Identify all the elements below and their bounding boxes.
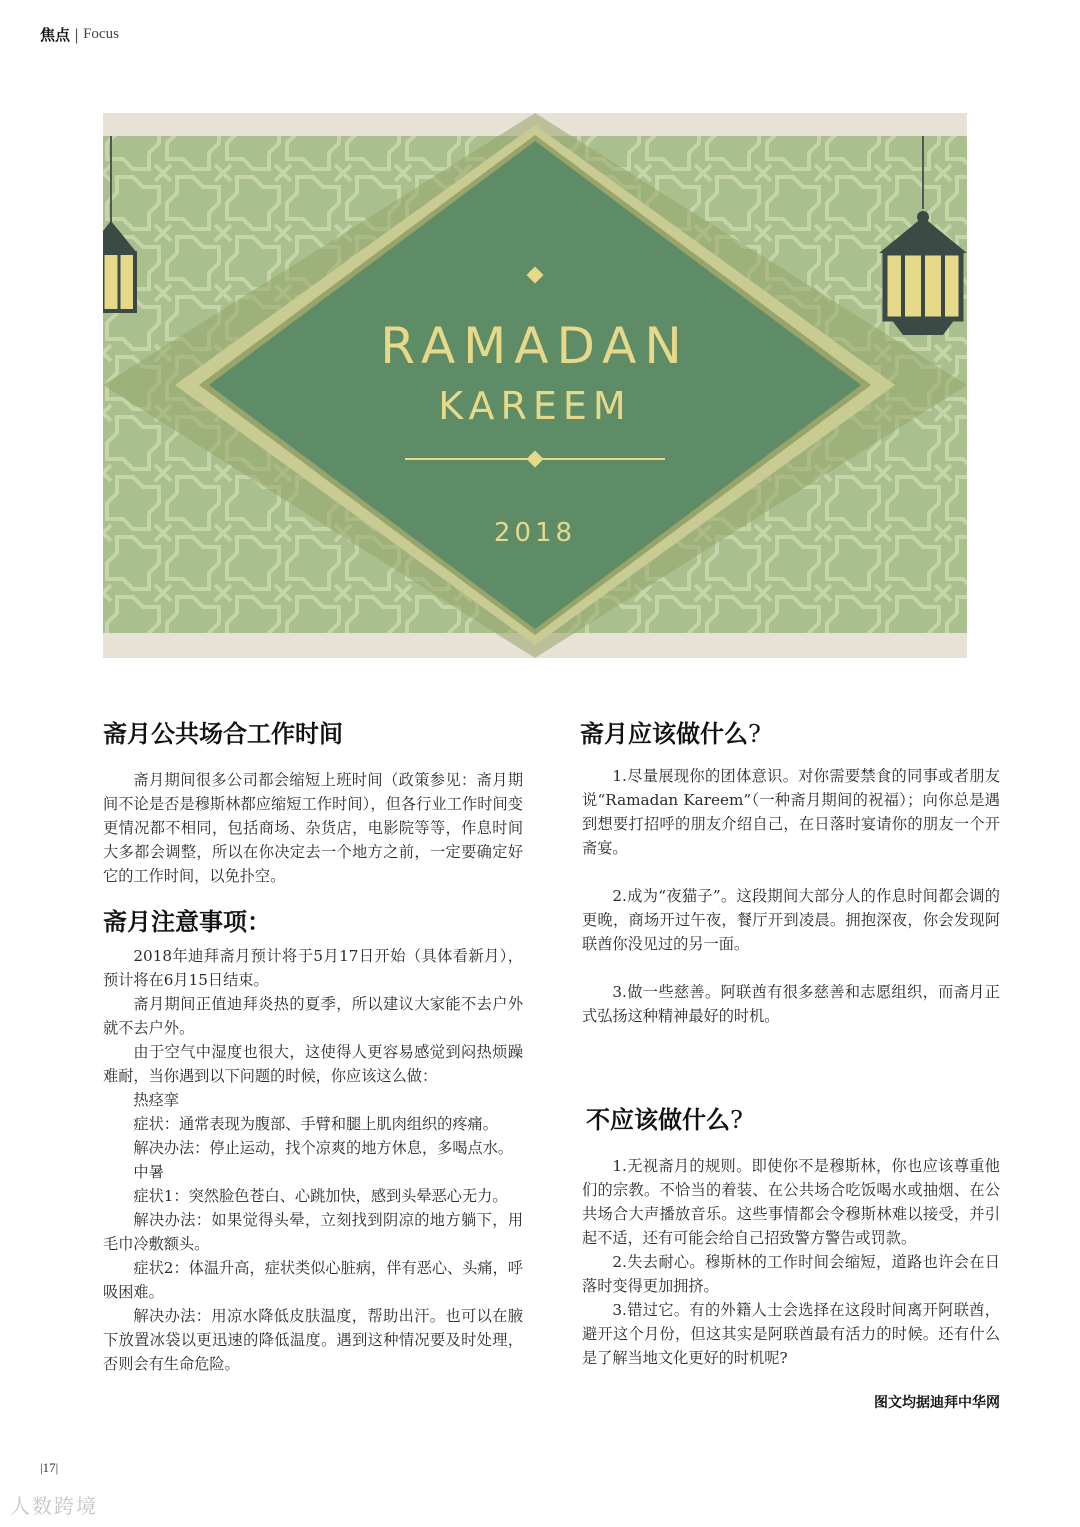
note-para: 解决办法：停止运动，找个凉爽的地方休息，多喝点水。 bbox=[133, 1139, 514, 1157]
note-para: 症状1：突然脸色苍白、心跳加快，感到头晕恶心无力。 bbox=[133, 1187, 508, 1205]
image-credit: 图文均据迪拜中华网 bbox=[874, 1395, 1000, 1411]
banner-title: RAMADAN bbox=[380, 317, 690, 375]
banner-year: 2018 bbox=[493, 518, 577, 548]
do-item: 2.成为“夜猫子”。这段期间大部分人的作息时间都会调的更晚，商场开过午夜，餐厅开到凌晨。拥抱深夜，你会发现阿联酋你没见过的另一面。 bbox=[582, 887, 1000, 953]
left-paragraph-1 bbox=[103, 768, 523, 888]
right-dont-list bbox=[582, 1154, 1000, 1370]
note-para: 解决办法：用凉水降低皮肤温度，帮助出汗。也可以在腋下放置冰袋以更迅速的降低温度。遇到这种情况要及时处理，否则会有生命危险。 bbox=[103, 1307, 523, 1373]
left-heading-1: 斋月公共场合工作时间 bbox=[103, 720, 343, 748]
right-do-list bbox=[582, 764, 1000, 1028]
note-para: 由于空气中湿度也很大，这使得人更容易感觉到闷热烦躁难耐，当你遇到以下问题的时候，你应该这么做： bbox=[103, 1043, 523, 1085]
note-subhead: 中暑 bbox=[133, 1163, 164, 1181]
do-item: 3.做一些慈善。阿联酋有很多慈善和志愿组织，而斋月正式弘扬这种精神最好的时机。 bbox=[582, 983, 1000, 1025]
note-para: 解决办法：如果觉得头晕，立刻找到阴凉的地方躺下，用毛巾冷敷额头。 bbox=[103, 1211, 523, 1253]
left-heading-2: 斋月注意事项： bbox=[103, 908, 271, 936]
right-heading-2-text: 不应该做什么 bbox=[586, 1106, 730, 1134]
ramadan-banner bbox=[103, 113, 967, 658]
watermark: 人数跨境 bbox=[10, 1494, 98, 1518]
right-heading-2: 不应该做什么? bbox=[586, 1106, 743, 1134]
note-para: 症状2：体温升高，症状类似心脏病，伴有恶心、头痛，呼吸困难。 bbox=[103, 1259, 523, 1301]
dont-item: 2.失去耐心。穆斯林的工作时间会缩短，道路也许会在日落时变得更加拥挤。 bbox=[582, 1253, 1000, 1295]
note-para: 2018年迪拜斋月预计将于5月17日开始（具体看新月），预计将在6月15日结束。 bbox=[103, 947, 523, 989]
left-notes bbox=[103, 944, 523, 1376]
dont-item: 1.无视斋月的规则。即使你不是穆斯林，你也应该尊重他们的宗教。不恰当的着装、在公共场合吃饭喝水或抽烟、在公共场合大声播放音乐。这些事情都会令穆斯林难以接受，并引起不适，还有可能会给自己招致警方警告或罚款。 bbox=[582, 1157, 1000, 1247]
section-divider: | bbox=[74, 25, 80, 44]
work-hours-text: 斋月期间很多公司都会缩短上班时间（政策参见：斋月期间不论是否是穆斯林都应缩短工作时间），但各行业工作时间变更情况都不相同，包括商场、杂货店，电影院等等，作息时间大多都会调整，所以在你决定去一个地方之前，一定要确定好它的工作时间，以免扑空。 bbox=[103, 771, 523, 885]
section-title-en: Focus bbox=[83, 26, 119, 42]
right-heading-1-text: 斋月应该做什么 bbox=[580, 720, 748, 748]
do-item: 1.尽量展现你的团体意识。对你需要禁食的同事或者朋友说“Ramadan Kareem”（一种斋月期间的祝福）；向你总是遇到想要打招呼的朋友介绍自己，在日落时宴请你的朋友一个开斋宴。 bbox=[582, 767, 1000, 857]
page-number: |17| bbox=[40, 1460, 59, 1475]
banner-subtitle: KAREEM bbox=[438, 384, 632, 428]
section-header bbox=[40, 24, 119, 45]
right-heading-1: 斋月应该做什么? bbox=[580, 720, 761, 748]
section-title-cn: 焦点 bbox=[40, 26, 71, 44]
note-para: 斋月期间正值迪拜炎热的夏季，所以建议大家能不去户外就不去户外。 bbox=[103, 995, 523, 1037]
note-subhead: 热痉挛 bbox=[133, 1091, 179, 1109]
dont-item: 3.错过它。有的外籍人士会选择在这段时间离开阿联酋，避开这个月份，但这其实是阿联酋最有活力的时候。还有什么是了解当地文化更好的时机呢? bbox=[582, 1301, 1000, 1367]
note-para: 症状：通常表现为腹部、手臂和腿上肌肉组织的疼痛。 bbox=[133, 1115, 498, 1133]
